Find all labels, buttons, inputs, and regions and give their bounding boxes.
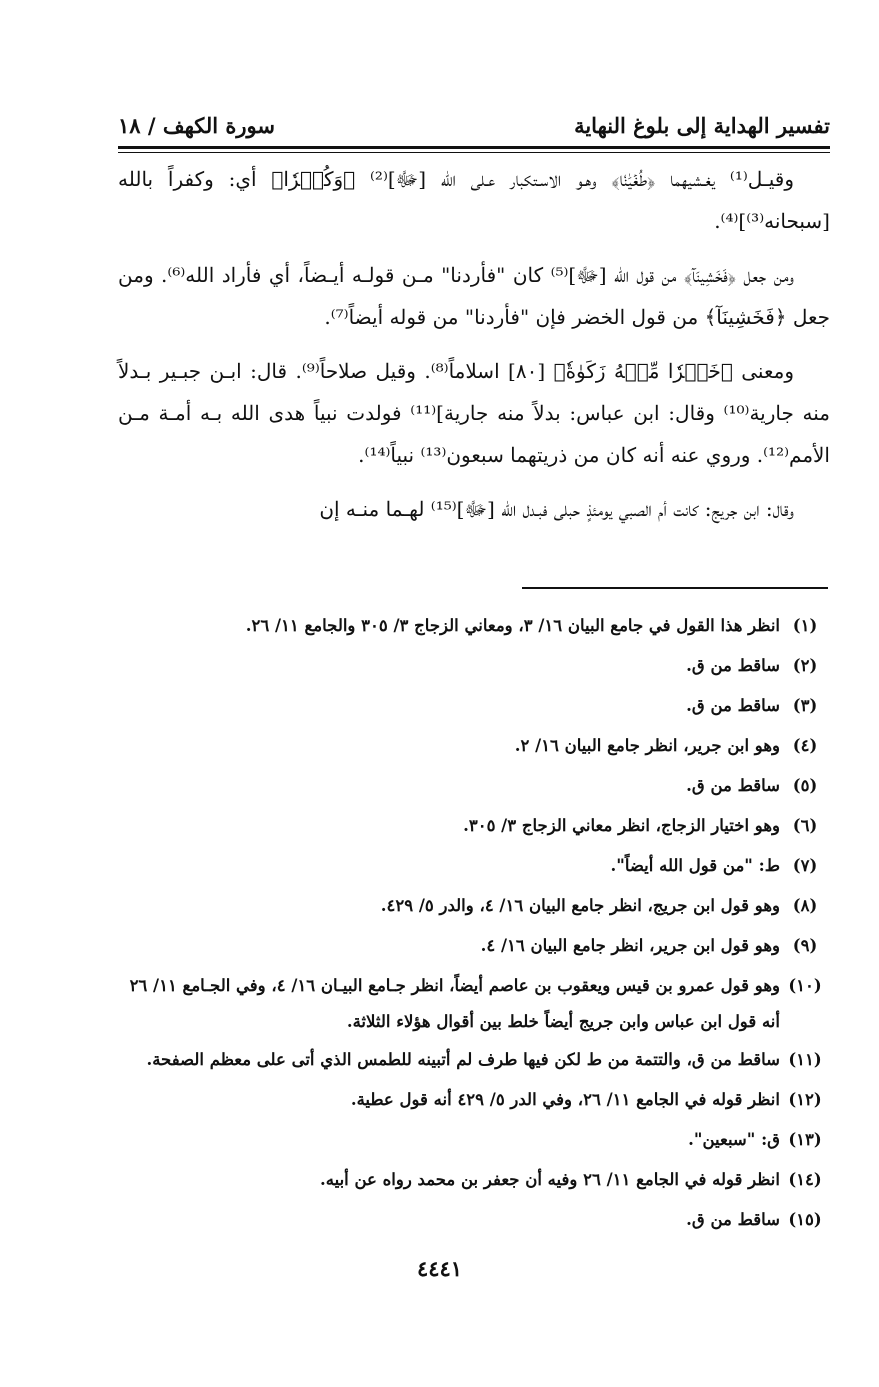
footnote-text: ساقط من ق. <box>686 656 780 675</box>
footnote-item <box>118 1120 830 1160</box>
footnote-item <box>118 686 830 726</box>
footnote-text: انظر قوله في الجامع ١١/ ٢٦ وفيه أن جعفر بن محمد رواه عن أبيه. <box>320 1170 780 1189</box>
footnote-text: ساقط من ق. <box>686 1210 780 1229</box>
footnote-item <box>118 806 830 846</box>
header-rule <box>118 146 830 149</box>
paragraph: ومعنى ﴿خَيۡرٗا مِّنۡهُ زَكَوٰةٗ﴾ [٨٠] اسلاماً⁽⁸⁾. وقيل صلاحاً⁽⁹⁾. قال: ابـن جبـير بـدلاً منه جارية⁽¹⁰⁾ وقال: ابن عباس: بدلاً منه جارية]⁽¹¹⁾ فولدت نبياً هدى الله بـه أمـة مـن الأمم⁽¹²⁾. وروي عنه أنه كان من ذريتهما سبعون⁽¹³⁾ نبياً⁽¹⁴⁾. <box>118 359 830 467</box>
footnote-number: (٦) <box>792 816 818 835</box>
footnote-number: (١٠) <box>788 976 822 995</box>
footnote-text: وهو قول ابن جرير، انظر جامع البيان ١٦/ ٤. <box>480 936 780 955</box>
header-rule-thin <box>118 152 830 153</box>
footnote-number: (١٤) <box>788 1170 822 1189</box>
paragraph: ومن جعل ﴿فَخَشِينَآ﴾ من قول الله [ﷻ]⁽⁵⁾ كان "فأردنا" مـن قولـه أيـضاً، أي فأراد الله⁽⁶⁾. ومن جعل ﴿فَخَشِينَآ﴾ من قول الخضر فإن "فأردنا" من قوله أيضاً⁽⁷⁾. <box>118 263 830 329</box>
footnote-text: ط: "من قول الله أيضاً". <box>610 856 780 875</box>
book-title: تفسير الهداية إلى بلوغ النهاية <box>574 113 830 138</box>
footnote-separator <box>522 587 828 589</box>
footnote-text: انظر هذا القول في جامع البيان ١٦/ ٣، ومعاني الزجاج ٣/ ٣٠٥ والجامع ١١/ ٢٦. <box>245 616 780 635</box>
footnote-item <box>118 846 830 886</box>
footnote-text: انظر قوله في الجامع ١١/ ٢٦، وفي الدر ٥/ ٤٢٩ أنه قول عطية. <box>350 1090 780 1109</box>
footnote-text: ساقط من ق، والتتمة من ط لكن فيها طرف لم أتبينه للطمس الذي أتى على معظم الصفحة. <box>146 1050 780 1069</box>
footnote-item <box>118 1200 830 1240</box>
footnote-text: وهو ابن جرير، انظر جامع البيان ١٦/ ٢. <box>514 736 780 755</box>
running-header <box>118 98 830 138</box>
footnote-text: ساقط من ق. <box>686 696 780 715</box>
footnote-number: (١٢) <box>788 1090 822 1109</box>
footnote-number: (٢) <box>792 656 818 675</box>
footnotes-list <box>118 606 830 1240</box>
footnote-number: (٨) <box>792 896 818 915</box>
surah-label: سورة الكهف / ١٨ <box>118 113 276 138</box>
footnote-item <box>118 886 830 926</box>
footnote-item <box>118 1160 830 1200</box>
footnote-text: وهو قول ابن جريج، انظر جامع البيان ١٦/ ٤، والدر ٥/ ٤٢٩. <box>380 896 780 915</box>
footnote-item <box>118 726 830 766</box>
footnote-number: (٥) <box>792 776 818 795</box>
footnote-text: وهو قول عمرو بن قيس ويعقوب بن عاصم أيضاً، انظر جـامع البيـان ١٦/ ٤، وفي الجـامع ١١/ ٢٦ أنه قول ابن عباس وابن جريج أيضاً خلط بين أقوال هؤلاء الثلاثة. <box>129 976 780 1031</box>
paragraph: وقيـل⁽¹⁾ يغـشيهما ﴿طُغۡيَٰنٗا﴾ وهـو الاسـتكبار عـلى الله [ﷻ]⁽²⁾ ﴿وَكُفۡرٗا﴾ أي: وكفراً بالله [سبحانه⁽³⁾]⁽⁴⁾. <box>118 167 830 233</box>
footnote-item <box>118 1040 830 1080</box>
footnote-number: (٤) <box>792 736 818 755</box>
paragraph: وقال: ابن جريج: كانت أم الصبي يومئذٍ حبلى فبـدل الله [ﷻ]⁽¹⁵⁾ لهـما منـه إن <box>319 497 794 521</box>
footnote-number: (١٥) <box>788 1210 822 1229</box>
footnote-item <box>118 966 830 1040</box>
footnote-number: (١١) <box>788 1050 822 1069</box>
footnote-item <box>118 766 830 806</box>
footnote-text: ق: "سبعين". <box>688 1130 780 1149</box>
footnote-item <box>118 646 830 686</box>
footnote-number: (٩) <box>792 936 818 955</box>
footnote-item <box>118 1080 830 1120</box>
footnote-text: ساقط من ق. <box>686 776 780 795</box>
footnote-number: (٧) <box>792 856 818 875</box>
footnote-number: (١٣) <box>788 1130 822 1149</box>
footnote-item <box>118 606 830 646</box>
page-number: ٤٤٤١ <box>416 1256 463 1281</box>
footnote-number: (٣) <box>792 696 818 715</box>
main-text <box>118 158 830 542</box>
footnote-number: (١) <box>792 616 818 635</box>
footnote-item <box>118 926 830 966</box>
footnote-text: وهو اختيار الزجاج، انظر معاني الزجاج ٣/ ٣٠٥. <box>463 816 780 835</box>
